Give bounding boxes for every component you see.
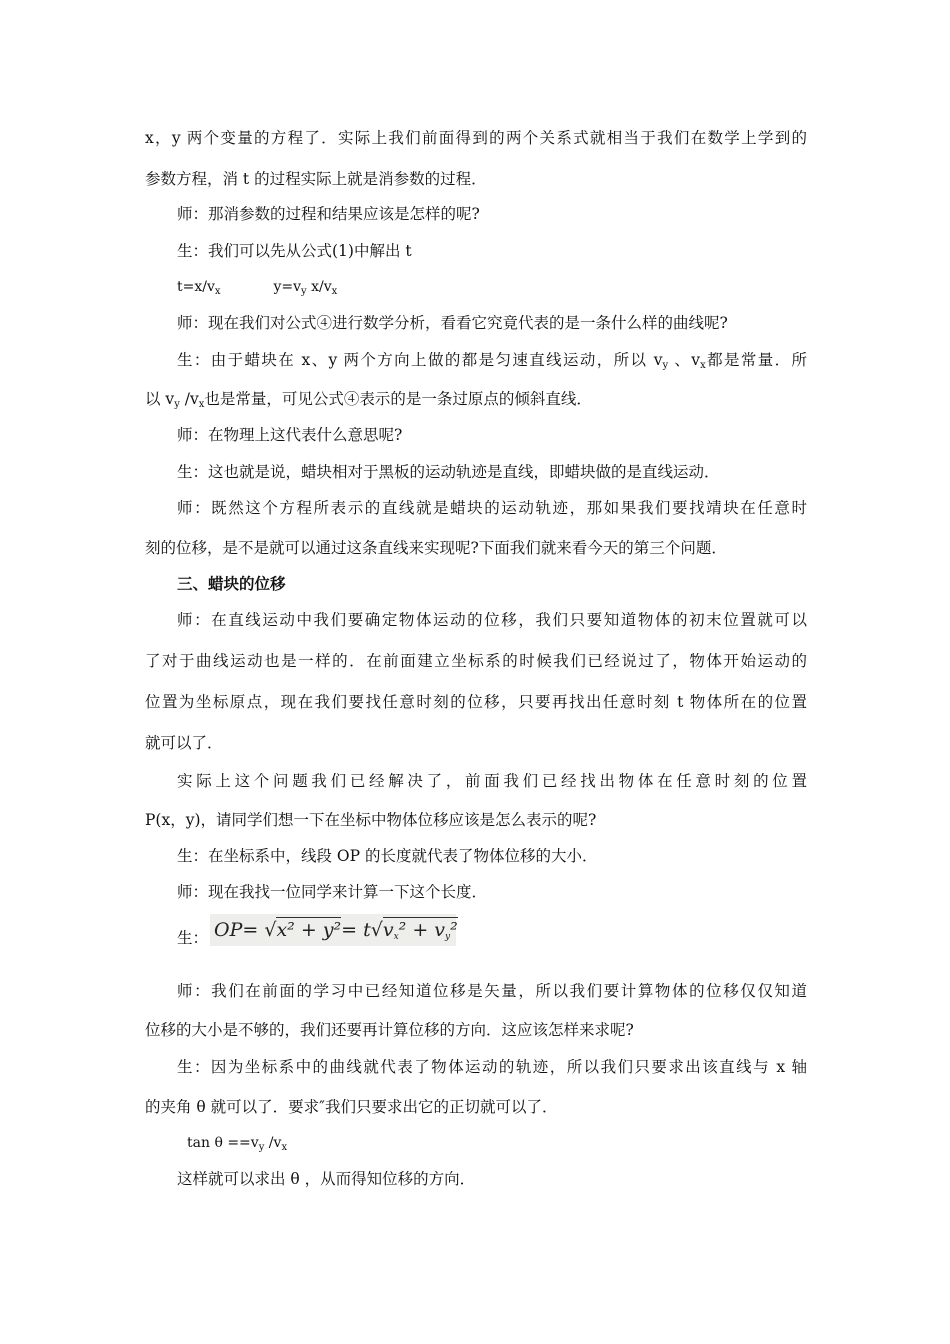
paragraph-line: 生：这也就是说，蜡块相对于黑板的运动轨迹是直线，即蜡块做的是直线运动．: [177, 463, 720, 481]
paragraph-line: 了对于曲线运动也是一样的．在前面建立坐标系的时候我们已经说过了，物体开始运动的: [145, 652, 807, 670]
formula-text: x² + y²: [276, 919, 342, 941]
equation-line: [187, 1133, 287, 1153]
formula-text: OP: [214, 919, 243, 941]
equation-text: tan θ ==v: [187, 1135, 259, 1151]
subscript: y: [301, 286, 307, 297]
paragraph-line: 参数方程，消 t 的过程实际上就是消参数的过程．: [145, 170, 487, 188]
paragraph-line: 的夹角 θ 就可以了．要求″我们只要求出它的正切就可以了．: [145, 1098, 558, 1116]
text: 都是常量．所: [705, 351, 807, 369]
paragraph-line: 生：在坐标系中，线段 OP 的长度就代表了物体位移的大小．: [177, 847, 598, 865]
subscript: y: [174, 399, 180, 410]
paragraph-line: 师：现在我们对公式④进行数学分析，看看它究竟代表的是一条什么样的曲线呢?: [177, 314, 728, 332]
paragraph-line: 师：我们在前面的学习中已经知道位移是矢量，所以我们要计算物体的位移仅仅知道: [177, 982, 807, 1000]
paragraph-line: P(x，y)，请同学们想一下在坐标中物体位移应该是怎么表示的呢?: [145, 811, 597, 829]
equation-text: /v: [264, 1135, 282, 1151]
section-heading: 三、蜡块的位移: [177, 574, 286, 593]
text: 生：由于蜡块在 x、y 两个方向上做的都是匀速直线运动，所以 v: [177, 351, 663, 369]
formula-text: ²: [450, 919, 458, 941]
subscript: x: [393, 932, 399, 942]
subscript: x: [198, 399, 205, 410]
subscript: y: [445, 932, 451, 942]
paragraph-line: 师：在直线运动中我们要确定物体运动的位移，我们只要知道物体的初末位置就可以: [177, 611, 807, 629]
subscript: y: [662, 360, 669, 370]
paragraph-line: 师：那消参数的过程和结果应该是怎样的呢?: [177, 205, 480, 223]
equation-text: y=v: [273, 279, 301, 295]
formula-text: ² + v: [398, 919, 446, 941]
equation-text: x/v: [306, 279, 332, 295]
paragraph-line: 刻的位移，是不是就可以通过这条直线来实现呢?下面我们就来看今天的第三个问题．: [145, 539, 727, 557]
subscript: x: [214, 286, 221, 297]
equation-text: t=x/v: [177, 279, 215, 295]
paragraph-line: x，y 两个变量的方程了．实际上我们前面得到的两个关系式就相当于我们在数学上学到的: [145, 129, 807, 147]
paragraph-line: 位置为坐标原点，现在我们要找任意时刻的位移，只要再找出任意时刻 t 物体所在的位置: [145, 693, 807, 711]
formula-text: =: [242, 919, 265, 941]
paragraph-line: [177, 350, 807, 370]
equation-line: [177, 277, 337, 297]
paragraph-line: [145, 389, 592, 409]
paragraph-line: 生：因为坐标系中的曲线就代表了物体运动的轨迹，所以我们只要求出该直线与 x 轴: [177, 1058, 807, 1076]
paragraph-line: 师：既然这个方程所表示的直线就是蜡块的运动轨迹，那如果我们要找靖块在任意时: [177, 499, 807, 517]
paragraph-line: 位移的大小是不够的，我们还要再计算位移的方向．这应该怎样来求呢?: [145, 1021, 634, 1039]
subscript: x: [700, 360, 706, 370]
formula-text: = t: [341, 919, 371, 941]
op-formula-image: $OP= √x^2 + y^2= t√v_x^2 + v_y^2$: [210, 914, 456, 946]
paragraph-line: 生：: [177, 929, 209, 947]
subscript: y: [258, 1142, 265, 1153]
paragraph-line: 师：在物理上这代表什么意思呢?: [177, 426, 403, 444]
formula-text: v: [382, 919, 394, 941]
paragraph-line: 这样就可以求出 θ ，从而得知位移的方向．: [177, 1170, 476, 1188]
paragraph-line: 就可以了．: [145, 734, 223, 752]
text: 也是常量，可见公式④表示的是一条过原点的倾斜直线．: [204, 390, 592, 408]
subscript: x: [281, 1142, 288, 1153]
text: /v: [179, 390, 199, 408]
subscript: x: [331, 286, 338, 297]
paragraph-line: 实际上这个问题我们已经解决了，前面我们已经找出物体在任意时刻的位置: [177, 772, 807, 790]
paragraph-line: 生：我们可以先从公式(1)中解出 t: [177, 242, 412, 260]
text: 、v: [668, 351, 701, 369]
text: 以 v: [145, 390, 175, 408]
paragraph-line: 师：现在我找一位同学来计算一下这个长度．: [177, 883, 488, 901]
